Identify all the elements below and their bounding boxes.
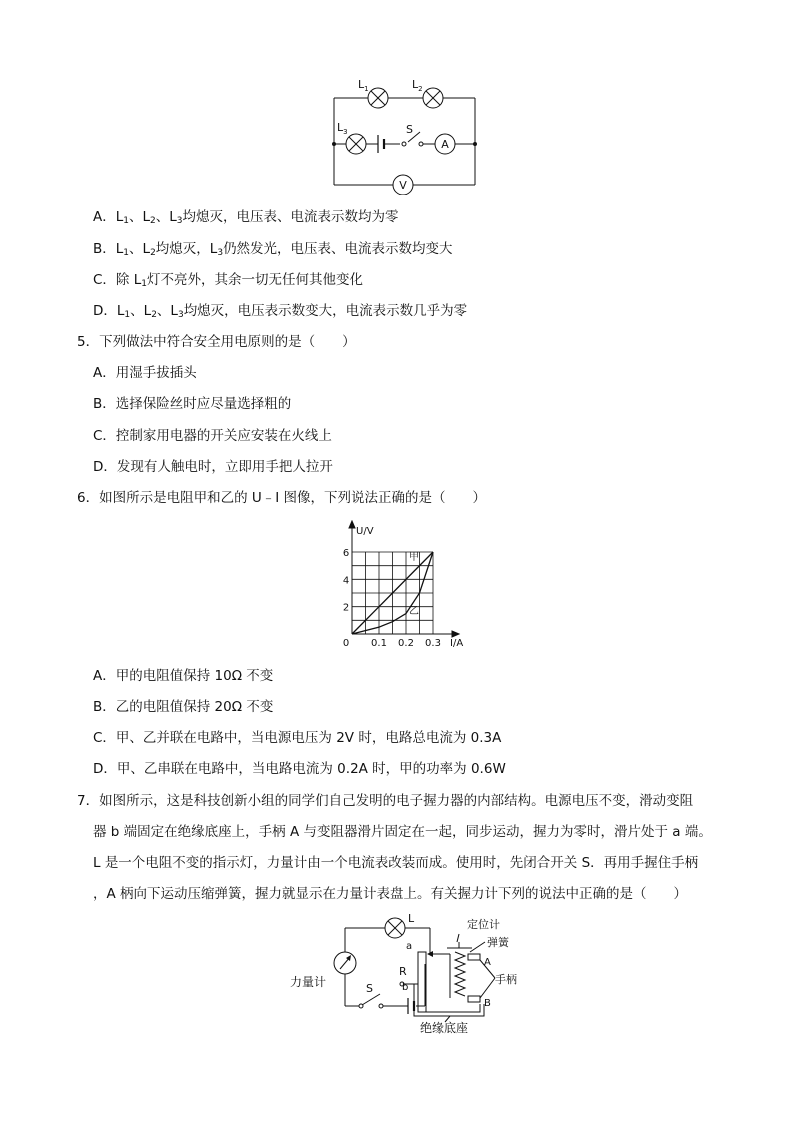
label-shoubing: 手柄: [495, 973, 517, 986]
label-end-b: b: [402, 982, 409, 993]
q6-stem: 6．如图所示是电阻甲和乙的 U﹣I 图像，下列说法正确的是（ ）: [77, 490, 487, 506]
series-label-yi: 乙: [409, 606, 419, 617]
x-tick-label: 0: [342, 638, 350, 649]
q5-option-a: A．用湿手拔插头: [93, 365, 197, 381]
grip-device-figure: [290, 912, 540, 1037]
u-i-chart: [335, 520, 475, 652]
ammeter-icon: [435, 134, 455, 154]
q5-option-b: B．选择保险丝时应尽量选择粗的: [93, 396, 292, 412]
x-tick-label: 0.3: [425, 638, 441, 649]
q7-line-2: 器 b 端固定在绝缘底座上，手柄 A 与变阻器滑片固定在一起，同步运动，握力为零时，滑片处于 a 端。: [93, 824, 712, 840]
q4-option-c: C．除 $L_1$灯不亮外，其余一切无任何其他变化: [93, 272, 363, 289]
circuit-figure-1: [320, 70, 490, 195]
x-tick-label: 0.1: [371, 638, 387, 649]
q5-option-c: C．控制家用电器的开关应安装在火线上: [93, 428, 332, 444]
y-tick-label: 4: [342, 575, 350, 587]
force-meter-icon: [334, 952, 356, 974]
svg-text:A: A: [441, 138, 449, 151]
label-l3: $L_3$: [337, 121, 348, 136]
q7-line-1: 7．如图所示，这是科技创新小组的同学们自己发明的电子握力器的内部结构。电源电压不变，滑动变阻: [77, 793, 694, 809]
y-tick-label: 2: [342, 602, 350, 614]
x-axis-label: I/A: [450, 638, 464, 649]
lamp-l3-icon: [346, 134, 366, 154]
q6-option-d: D．甲、乙串联在电路中，当电路电流为 0.2A 时，甲的功率为 0.6W: [93, 761, 506, 777]
label-tanhuang: 弹簧: [487, 936, 509, 949]
label-l1: $L_1$: [358, 78, 369, 93]
lamp-l-icon: [385, 918, 405, 938]
q4-option-a: A．$L_1$、$L_2$、$L_3$均熄灭，电压表、电流表示数均为零: [93, 209, 399, 226]
series-label-jia: 甲: [409, 552, 419, 563]
y-tick-label: 6: [342, 548, 350, 559]
x-tick-label: 0.2: [398, 638, 414, 649]
y-axis-label: U/V: [356, 526, 374, 537]
voltmeter-icon: [393, 175, 413, 195]
q7-line-3: L 是一个电阻不变的指示灯，力量计由一个电流表改装而成。使用时，先闭合开关 S．再用手握住手柄: [93, 855, 699, 871]
label-l2: $L_2$: [412, 78, 423, 93]
q6-option-b: B．乙的电阻值保持 20Ω 不变: [93, 699, 274, 715]
q5-option-d: D．发现有人触电时，立即用手把人拉开: [93, 459, 333, 475]
label-switch-s: S: [366, 982, 373, 995]
q4-option-b: B．$L_1$、$L_2$均熄灭，$L_3$仍然发光，电压表、电流表示数均变大: [93, 241, 453, 258]
label-s: S: [406, 123, 413, 136]
label-resistor-r: R: [399, 965, 407, 978]
q4-option-d: D．$L_1$、$L_2$、$L_3$均熄灭，电压表示数变大，电流表示数几乎为零: [93, 303, 468, 320]
label-handle-a: A: [484, 957, 491, 968]
label-handle-b: B: [484, 998, 491, 1009]
label-dingweiji: 定位计: [467, 918, 500, 931]
label-dizuo: 绝缘底座: [420, 1021, 469, 1035]
q6-option-a: A．甲的电阻值保持 10Ω 不变: [93, 668, 274, 684]
label-liliangji: 力量计: [290, 975, 327, 989]
lamp-l2-icon: [423, 88, 443, 108]
label-l: L: [408, 912, 415, 925]
q7-line-4: ，A 柄向下运动压缩弹簧，握力就显示在力量计表盘上。有关握力计下列的说法中正确的是（ ）: [93, 886, 688, 902]
label-end-a: a: [406, 941, 413, 952]
q5-stem: 5．下列做法中符合安全用电原则的是（ ）: [77, 334, 356, 350]
lamp-l1-icon: [368, 88, 388, 108]
q6-option-c: C．甲、乙并联在电路中，当电源电压为 2V 时，电路总电流为 0.3A: [93, 730, 502, 746]
svg-text:V: V: [399, 179, 407, 192]
